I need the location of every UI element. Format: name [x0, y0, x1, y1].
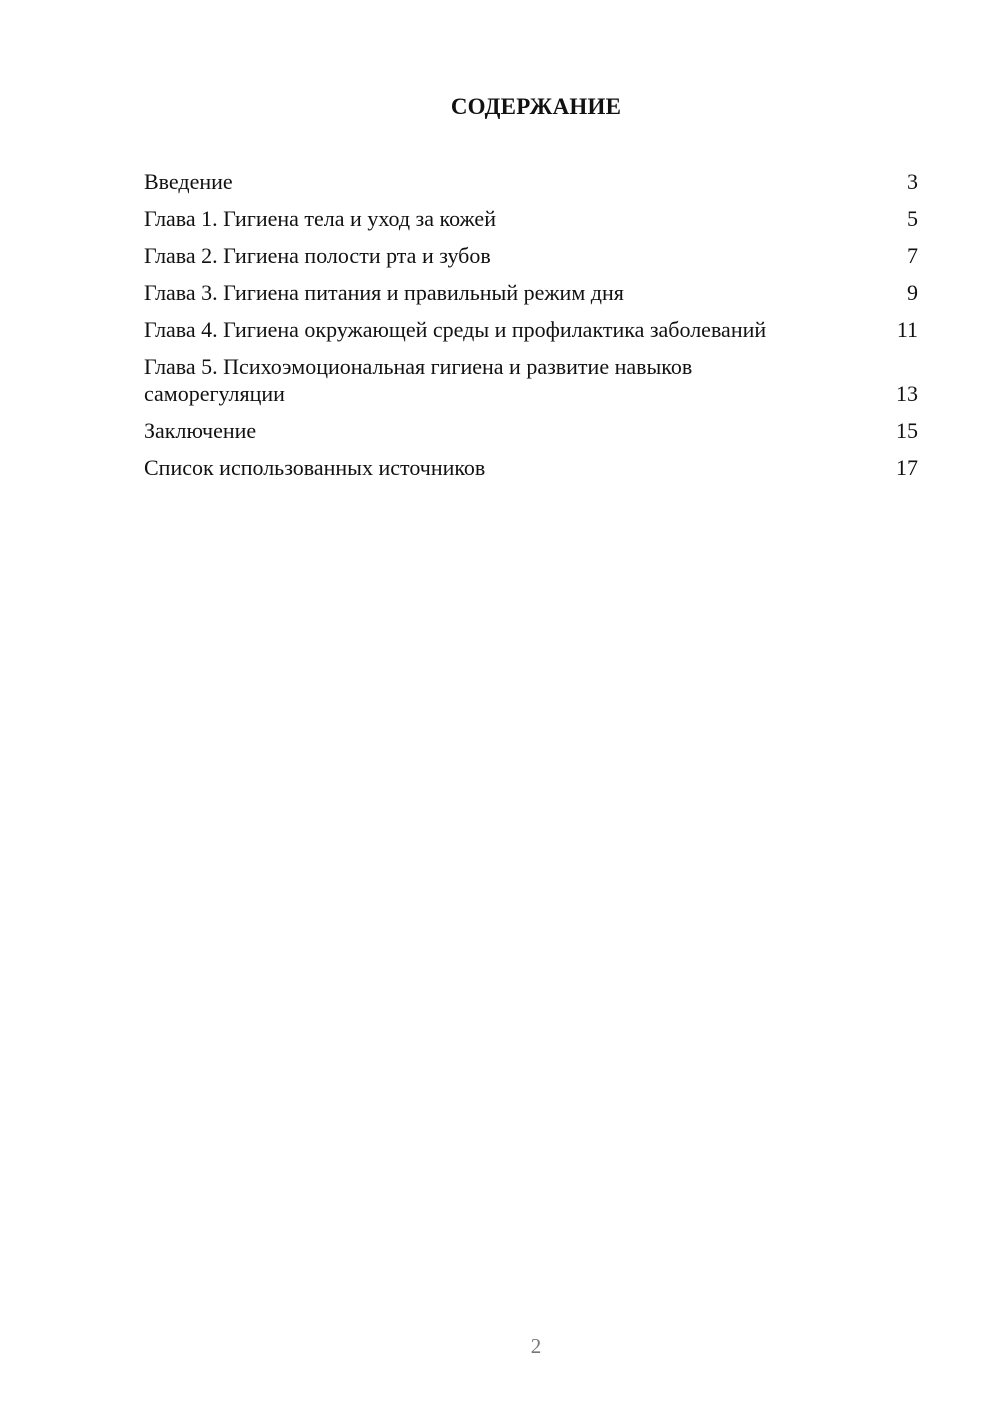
toc-entry-title: Глава 4. Гигиена окружающей среды и профилактика заболеваний: [144, 317, 767, 342]
toc-entry-chapter-2: [144, 242, 918, 269]
toc-entry-title: Введение: [144, 169, 233, 194]
table-of-contents: [144, 168, 918, 491]
toc-entry-references: [144, 454, 918, 481]
toc-entry-page: 13: [896, 381, 918, 406]
toc-entry-introduction: [144, 168, 918, 195]
toc-entry-title: Глава 5. Психоэмоциональная гигиена и развитие навыков саморегуляции: [144, 354, 693, 406]
toc-entry-chapter-1: [144, 205, 918, 232]
toc-entry-title: Заключение: [144, 418, 257, 443]
toc-entry-page: 7: [907, 243, 918, 268]
toc-entry-page: 5: [907, 206, 918, 231]
toc-entry-conclusion: [144, 417, 918, 444]
toc-entry-title: Глава 1. Гигиена тела и уход за кожей: [144, 206, 496, 231]
toc-entry-page: 17: [896, 455, 918, 480]
toc-entry-page: 11: [896, 317, 918, 342]
toc-entry-title: Глава 2. Гигиена полости рта и зубов: [144, 243, 491, 268]
toc-entry-chapter-5: [144, 353, 918, 407]
toc-entry-page: 15: [896, 418, 918, 443]
toc-entry-chapter-3: [144, 279, 918, 306]
toc-entry-page: 3: [907, 169, 918, 194]
toc-entry-title: Список использованных источников: [144, 455, 486, 480]
page-title: СОДЕРЖАНИЕ: [450, 94, 622, 119]
toc-entry-page: 9: [907, 280, 918, 305]
page-number: 2: [530, 1334, 542, 1358]
toc-entry-title: Глава 3. Гигиена питания и правильный режим дня: [144, 280, 624, 305]
toc-entry-chapter-4: [144, 316, 918, 343]
